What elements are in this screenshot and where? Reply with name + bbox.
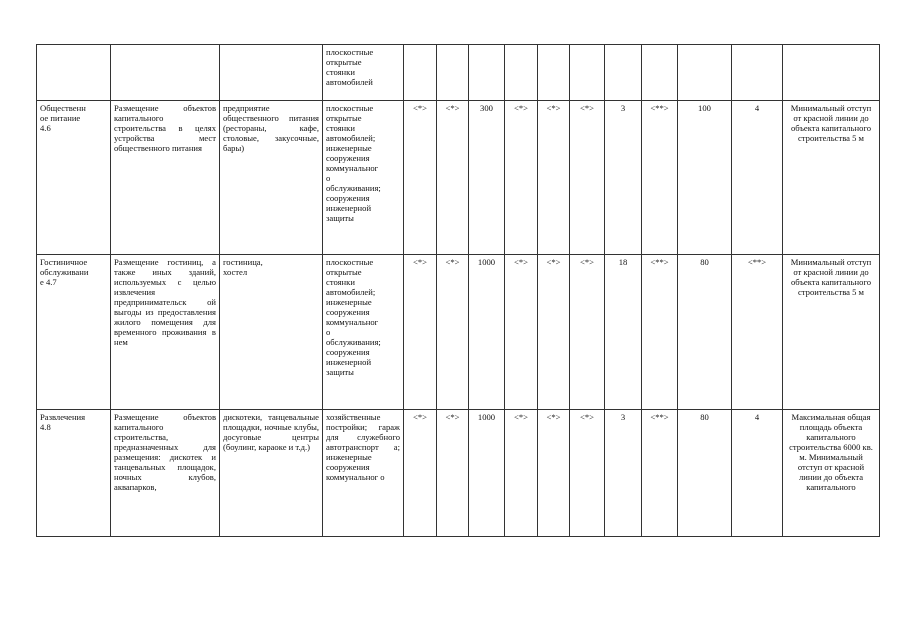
use-name-cell (37, 45, 111, 101)
param-cell: <**> (642, 101, 678, 255)
param-cell (678, 45, 732, 101)
param-cell: <*> (538, 255, 570, 410)
param-cell: 4 (732, 101, 783, 255)
table-row (37, 45, 880, 101)
param-cell: 80 (678, 410, 732, 537)
param-cell: <*> (437, 255, 469, 410)
use-description-cell (111, 45, 220, 101)
table-row (37, 101, 880, 255)
param-cell (469, 45, 505, 101)
note-cell (783, 45, 880, 101)
use-description-cell: Размещение объектов капитального строительства в целях устройства мест общественного питания (111, 101, 220, 255)
param-cell: 18 (605, 255, 642, 410)
param-cell: 1000 (469, 255, 505, 410)
param-cell: <*> (437, 101, 469, 255)
param-cell (505, 45, 538, 101)
auxiliary-uses-cell: плоскостные открытые стоянки автомобилей (323, 45, 404, 101)
use-description-cell: Размещение объектов капитального строительства, предназначенных для размещения: дискотек и танцевальных площадок, ночных клубов, аквапарков, (111, 410, 220, 537)
param-cell: <*> (505, 101, 538, 255)
param-cell: 4 (732, 410, 783, 537)
param-cell: <**> (732, 255, 783, 410)
auxiliary-uses-cell: плоскостные открытые стоянки автомобилей; инженерные сооружения коммунальног о обслуживания; сооружения инженерной защиты (323, 101, 404, 255)
param-cell: <*> (437, 410, 469, 537)
param-cell: <*> (505, 410, 538, 537)
auxiliary-uses-cell: хозяйственные постройки; гараж для служебного автотранспорт а; инженерные сооружения коммунальног о (323, 410, 404, 537)
note-cell: Максимальная общая площадь объекта капитального строительства 6000 кв. м. Минимальный отступ от красной линии до объекта капитального (783, 410, 880, 537)
param-cell: <*> (404, 101, 437, 255)
land-use-regulations-table (36, 44, 880, 537)
note-cell: Минимальный отступ от красной линии до объекта капитального строительства 5 м (783, 255, 880, 410)
param-cell (605, 45, 642, 101)
param-cell: <*> (570, 255, 605, 410)
use-description-cell: Размещение гостиниц, а также иных зданий, используемых с целью извлечения предпринимательск ой выгоды из предоставления жилого помещения для временного проживания в нем (111, 255, 220, 410)
table-row (37, 255, 880, 410)
use-name-cell: Общественн ое питание 4.6 (37, 101, 111, 255)
note-cell: Минимальный отступ от красной линии до объекта капитального строительства 5 м (783, 101, 880, 255)
param-cell: 3 (605, 410, 642, 537)
auxiliary-uses-cell: плоскостные открытые стоянки автомобилей; инженерные сооружения коммунальног о обслуживания; сооружения инженерной защиты (323, 255, 404, 410)
param-cell: <*> (404, 255, 437, 410)
object-examples-cell: предприятие общественного питания (рестораны, кафе, столовые, закусочные, бары) (220, 101, 323, 255)
table-row (37, 410, 880, 537)
param-cell: <*> (570, 410, 605, 537)
object-examples-cell: дискотеки, танцевальные площадки, ночные клубы, досуговые центры (боулинг, караоке и т.д.) (220, 410, 323, 537)
param-cell (570, 45, 605, 101)
param-cell: <*> (505, 255, 538, 410)
param-cell (642, 45, 678, 101)
param-cell: 3 (605, 101, 642, 255)
param-cell: 100 (678, 101, 732, 255)
param-cell: <*> (570, 101, 605, 255)
param-cell: <*> (538, 101, 570, 255)
param-cell: 80 (678, 255, 732, 410)
param-cell: <**> (642, 255, 678, 410)
param-cell (732, 45, 783, 101)
param-cell: 1000 (469, 410, 505, 537)
param-cell: <**> (642, 410, 678, 537)
use-name-cell: Гостиничное обслуживани е 4.7 (37, 255, 111, 410)
param-cell: <*> (404, 410, 437, 537)
param-cell (437, 45, 469, 101)
use-name-cell: Развлечения 4.8 (37, 410, 111, 537)
param-cell: 300 (469, 101, 505, 255)
object-examples-cell: гостиница, хостел (220, 255, 323, 410)
param-cell: <*> (538, 410, 570, 537)
param-cell (538, 45, 570, 101)
object-examples-cell (220, 45, 323, 101)
param-cell (404, 45, 437, 101)
